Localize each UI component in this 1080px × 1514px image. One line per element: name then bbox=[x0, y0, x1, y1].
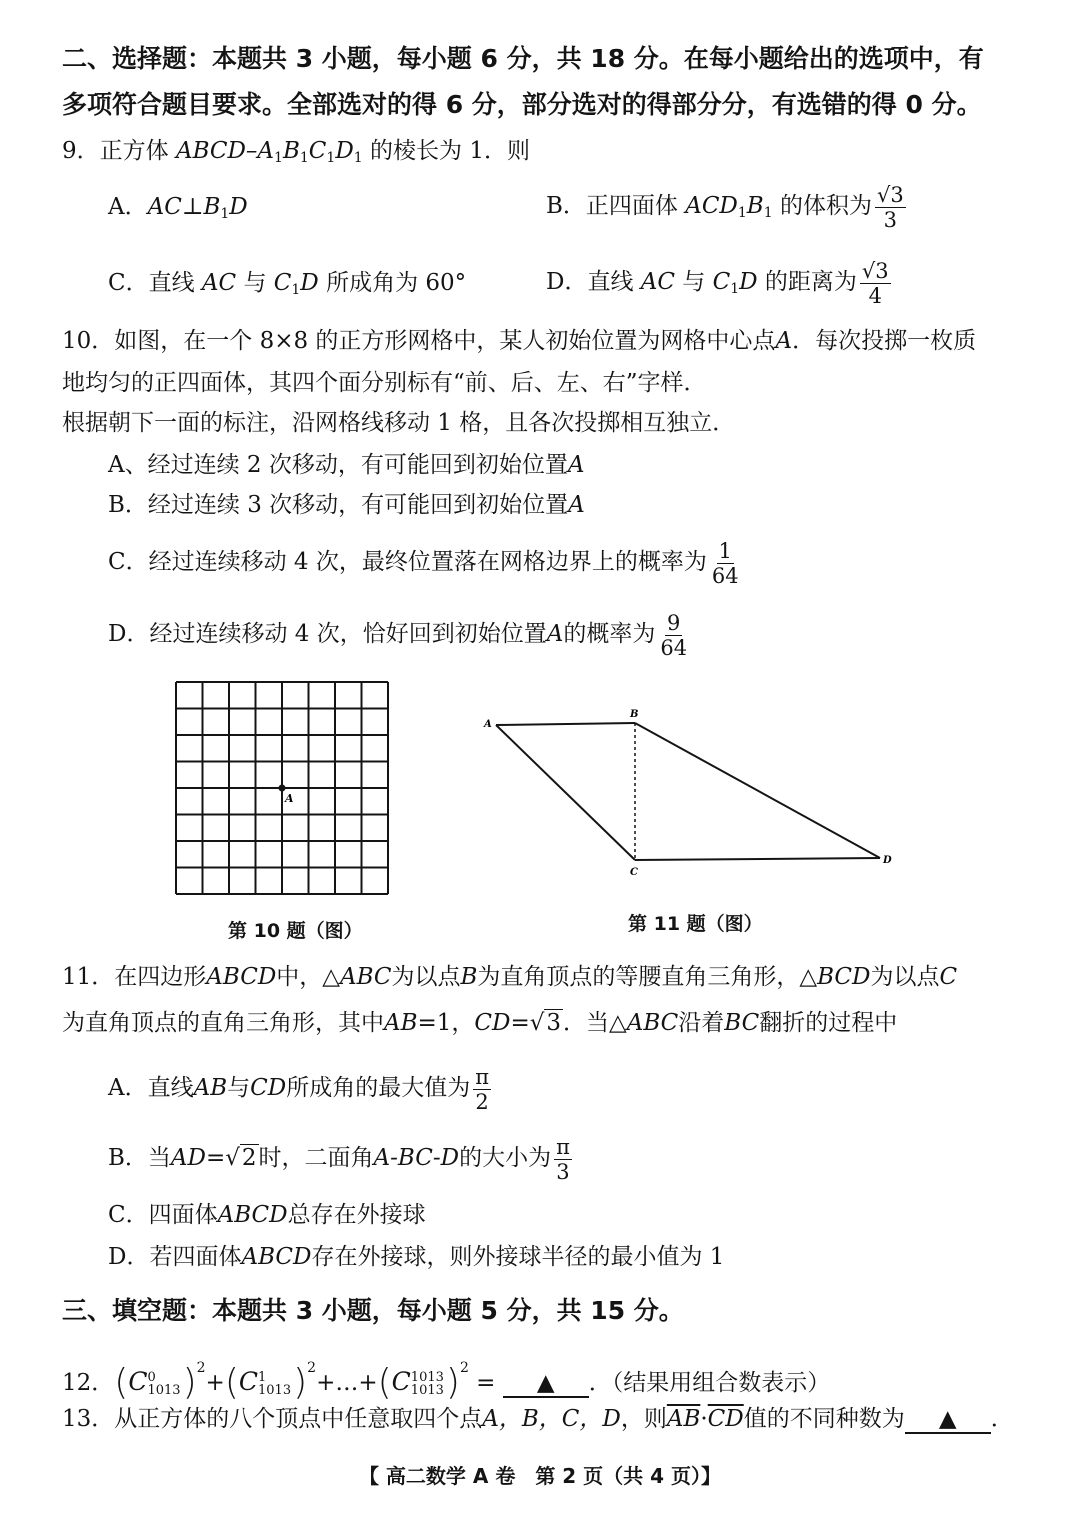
section3-header: 三、填空题：本题共 3 小题，每小题 5 分，共 15 分。 bbox=[62, 1296, 684, 1325]
q11-stem-line1 bbox=[62, 962, 957, 992]
comb-sub: 1013 bbox=[147, 1383, 181, 1398]
point-label: A bbox=[775, 328, 793, 354]
option-text: A、经过连续 2 次移动，有可能回到初始位置 bbox=[108, 452, 568, 478]
sqrt-radicand: 2 bbox=[241, 1145, 257, 1171]
q13-text: 值的不同种数为 bbox=[743, 1406, 905, 1432]
math-expr: AC bbox=[201, 270, 237, 296]
option-label: C．四面体 bbox=[108, 1202, 218, 1228]
fraction bbox=[658, 611, 689, 660]
option-label: B．当 bbox=[108, 1145, 171, 1171]
page-footer: 【 高二数学 A 卷 第 2 页（共 4 页）】 bbox=[358, 1464, 722, 1488]
paren: ) bbox=[445, 1362, 460, 1403]
q9-option-c bbox=[108, 268, 466, 305]
fraction bbox=[554, 1135, 572, 1184]
math-expr: C bbox=[712, 269, 731, 295]
math-expr: BC bbox=[724, 1010, 760, 1036]
q13-line bbox=[62, 1404, 1014, 1434]
math-expr: ABCD bbox=[241, 1244, 312, 1270]
q11-stem-line2 bbox=[62, 1008, 897, 1038]
edge-cd bbox=[635, 858, 880, 860]
math-expr: CD bbox=[474, 1010, 511, 1036]
math-sub: 1 bbox=[737, 205, 747, 221]
denominator: 3 bbox=[556, 1159, 570, 1184]
q11-text: = bbox=[510, 1010, 530, 1036]
q9-sub: 1 bbox=[353, 150, 363, 166]
math-sub: 1 bbox=[730, 281, 740, 297]
paren: ( bbox=[114, 1362, 129, 1403]
q9-sub: 1 bbox=[274, 150, 283, 166]
edge-ab bbox=[496, 723, 635, 725]
q12-line bbox=[62, 1346, 830, 1405]
center-point-a bbox=[279, 785, 286, 792]
q9-lead: 9．正方体 bbox=[62, 138, 169, 164]
label-c: C bbox=[630, 867, 638, 878]
option-label: B．正四面体 bbox=[546, 193, 678, 219]
q11-text: 中， bbox=[276, 964, 323, 990]
option-label: A． bbox=[108, 194, 148, 220]
denominator: 3 bbox=[883, 207, 897, 232]
math-expr: B bbox=[746, 193, 764, 219]
q11-text: ．当 bbox=[563, 1010, 610, 1036]
point-label: C bbox=[939, 964, 958, 990]
question-number: 12． bbox=[62, 1370, 115, 1396]
numerator: π bbox=[556, 1134, 570, 1159]
operator: = bbox=[476, 1370, 496, 1396]
vector-cd: $\overline{CD}$ bbox=[707, 1406, 744, 1432]
q11-option-b bbox=[108, 1128, 575, 1188]
math-expr: A，B，C，D bbox=[482, 1406, 621, 1432]
edge-bd bbox=[635, 723, 880, 858]
q9-sub: 1 bbox=[326, 150, 336, 166]
paren: ( bbox=[224, 1362, 239, 1403]
option-text: = bbox=[205, 1145, 226, 1171]
q13-text: ． bbox=[990, 1406, 1014, 1432]
option-text: 时，二面角 bbox=[258, 1145, 374, 1171]
option-text: D．经过连续移动 4 次，恰好回到初始位置 bbox=[108, 621, 547, 647]
q10-option-a bbox=[108, 450, 585, 480]
math-expr: AD bbox=[170, 1145, 206, 1171]
comb-sup: 1013 bbox=[410, 1370, 444, 1385]
comb-symbol: C bbox=[128, 1367, 148, 1396]
option-text: 存在外接球，则外接球半径的最小值为 1 bbox=[311, 1244, 725, 1270]
answer-blank[interactable]: ▲ bbox=[905, 1406, 991, 1434]
math-expr: ABCD bbox=[217, 1202, 288, 1228]
figure-10-grid bbox=[170, 676, 400, 906]
fraction bbox=[860, 259, 891, 308]
comb-indices bbox=[147, 1371, 180, 1397]
numerator: 9 bbox=[667, 610, 681, 635]
q9-option-a bbox=[108, 192, 248, 229]
q13-text: 13．从正方体的八个顶点中任意取四个点 bbox=[62, 1406, 483, 1432]
q13-text: ，则 bbox=[620, 1406, 667, 1432]
numerator: √3 bbox=[876, 182, 904, 207]
q10-option-b bbox=[108, 490, 585, 520]
q9-option-d bbox=[546, 252, 894, 319]
q10-text: 10．如图，在一个 8×8 的正方形网格中，某人初始位置为网格中心点 bbox=[62, 328, 776, 354]
math-expr: △ABC bbox=[609, 1010, 679, 1036]
q11-text: 11．在四边形 bbox=[62, 964, 207, 990]
q10-option-c bbox=[108, 532, 744, 592]
sqrt-sign: √ bbox=[529, 1010, 545, 1036]
denominator: 2 bbox=[475, 1089, 489, 1114]
section2-header-line1: 二、选择题：本题共 3 小题，每小题 6 分，共 18 分。在每小题给出的选项中，有 bbox=[62, 44, 984, 73]
q11-text: 为直角顶点的等腰直角三角形， bbox=[477, 964, 800, 990]
comb-sub: 1013 bbox=[410, 1383, 444, 1398]
label-a: A bbox=[484, 719, 492, 730]
option-label: D．若四面体 bbox=[108, 1244, 242, 1270]
point-label: A bbox=[546, 621, 564, 647]
math-expr: AB bbox=[193, 1075, 228, 1101]
q9-stem bbox=[62, 136, 530, 173]
math-expr: AC⊥B bbox=[147, 194, 221, 220]
q11-text: 沿着 bbox=[678, 1010, 725, 1036]
option-text: C．经过连续移动 4 次，最终位置落在网格边界上的概率为 bbox=[108, 549, 707, 575]
math-sub: 1 bbox=[220, 206, 230, 222]
q11-text: =1， bbox=[417, 1010, 475, 1036]
point-label: B bbox=[460, 964, 478, 990]
q11-option-a bbox=[108, 1058, 494, 1118]
q9-vertex: B bbox=[282, 138, 300, 164]
section2-header-line2: 多项符合题目要求。全部选对的得 6 分，部分选对的得部分分，有选错的得 0 分。 bbox=[62, 90, 982, 119]
option-text: 总存在外接球 bbox=[287, 1202, 426, 1228]
exponent: 2 bbox=[196, 1360, 206, 1376]
q11-text: 为以点 bbox=[870, 964, 940, 990]
math-expr: CD bbox=[250, 1075, 287, 1101]
comb-sub: 1013 bbox=[258, 1383, 292, 1398]
figure-10-caption: 第 10 题（图） bbox=[228, 920, 363, 942]
q11-text: 为以点 bbox=[391, 964, 461, 990]
math-sub: 1 bbox=[291, 282, 301, 298]
comb-indices bbox=[411, 1371, 444, 1397]
q10-stem-line1 bbox=[62, 326, 976, 356]
exponent: 2 bbox=[459, 1360, 469, 1376]
math-expr: D bbox=[300, 270, 319, 296]
option-label: C．直线 bbox=[108, 270, 195, 296]
math-expr: D bbox=[229, 194, 248, 220]
denominator: 4 bbox=[868, 283, 882, 308]
q9-option-b bbox=[546, 176, 909, 243]
label-d: D bbox=[883, 855, 892, 866]
q10-stem-line3: 根据朝下一面的标注，沿网格线移动 1 格，且各次投掷相互独立． bbox=[62, 410, 736, 436]
q9-tail: 的棱长为 1．则 bbox=[370, 138, 530, 164]
math-expr: A-BC-D bbox=[373, 1145, 460, 1171]
option-text: 与 bbox=[682, 269, 706, 295]
q10-option-d bbox=[108, 604, 692, 664]
center-point-label: A bbox=[285, 792, 294, 805]
q10-stem-line2: 地均匀的正四面体，其四个面分别标有“前、后、左、右”字样． bbox=[62, 370, 707, 396]
q11-option-d bbox=[108, 1242, 724, 1272]
sqrt-radicand: 3 bbox=[546, 1010, 562, 1036]
option-text: 与 bbox=[227, 1075, 251, 1101]
answer-blank[interactable]: ▲ bbox=[503, 1370, 589, 1398]
numerator: √3 bbox=[861, 258, 889, 283]
option-text: 所成角的最大值为 bbox=[286, 1075, 471, 1101]
option-label: A．直线 bbox=[108, 1075, 194, 1101]
comb-symbol: C bbox=[238, 1367, 258, 1396]
option-text: 的体积为 bbox=[779, 193, 872, 219]
comb-indices bbox=[258, 1371, 291, 1397]
option-label: D．直线 bbox=[546, 269, 634, 295]
option-text: B．经过连续 3 次移动，有可能回到初始位置 bbox=[108, 492, 569, 518]
edge-ac bbox=[496, 725, 635, 860]
fraction bbox=[710, 539, 741, 588]
math-expr: ACD bbox=[685, 193, 738, 219]
math-sub: 1 bbox=[763, 205, 773, 221]
fraction bbox=[875, 183, 906, 232]
sqrt-sign: √ bbox=[225, 1145, 240, 1171]
option-text: 的概率为 bbox=[563, 621, 656, 647]
label-b: B bbox=[630, 709, 639, 720]
exponent: 2 bbox=[307, 1360, 317, 1376]
fraction bbox=[473, 1065, 491, 1114]
math-expr: △ABC bbox=[322, 964, 392, 990]
paren: ( bbox=[377, 1362, 392, 1403]
q11-text: 为直角顶点的直角三角形，其中 bbox=[62, 1010, 384, 1036]
operator: +…+ bbox=[316, 1370, 378, 1396]
comb-symbol: C bbox=[391, 1367, 411, 1396]
numerator: 1 bbox=[718, 538, 732, 563]
operator: + bbox=[205, 1370, 225, 1396]
figure-11-caption: 第 11 题（图） bbox=[628, 913, 763, 935]
paren: ) bbox=[293, 1362, 308, 1403]
q10-text: ．每次投掷一枚质 bbox=[792, 328, 977, 354]
point-label: A bbox=[567, 452, 585, 478]
q9-vertex: D bbox=[335, 138, 354, 164]
comb-sup: 0 bbox=[147, 1370, 156, 1385]
q12-note: ．（结果用组合数表示） bbox=[588, 1370, 831, 1396]
operator: · bbox=[700, 1406, 708, 1432]
q11-option-c bbox=[108, 1200, 426, 1230]
numerator: π bbox=[475, 1064, 489, 1089]
math-expr: AB bbox=[384, 1010, 418, 1036]
q11-text: 翻折的过程中 bbox=[759, 1010, 898, 1036]
q9-sub: 1 bbox=[299, 150, 309, 166]
option-text: 所成角为 60° bbox=[326, 270, 467, 296]
denominator: 64 bbox=[711, 563, 739, 588]
math-expr: D bbox=[739, 269, 758, 295]
option-text: 与 bbox=[243, 270, 267, 296]
math-expr: ABCD bbox=[206, 964, 277, 990]
math-expr: AC bbox=[640, 269, 675, 295]
denominator: 64 bbox=[660, 635, 688, 660]
figure-11-quadrilateral bbox=[480, 705, 900, 885]
option-text: 的大小为 bbox=[459, 1145, 552, 1171]
option-text: 的距离为 bbox=[764, 269, 857, 295]
q9-solid: ABCD–A bbox=[175, 138, 275, 164]
math-expr: C bbox=[273, 270, 292, 296]
vector-ab: $\overline{AB}$ bbox=[666, 1406, 701, 1432]
q9-vertex: C bbox=[308, 138, 327, 164]
point-label: A bbox=[568, 492, 585, 518]
comb-sup: 1 bbox=[258, 1370, 267, 1385]
math-expr: △BCD bbox=[799, 964, 871, 990]
paren: ) bbox=[182, 1362, 197, 1403]
